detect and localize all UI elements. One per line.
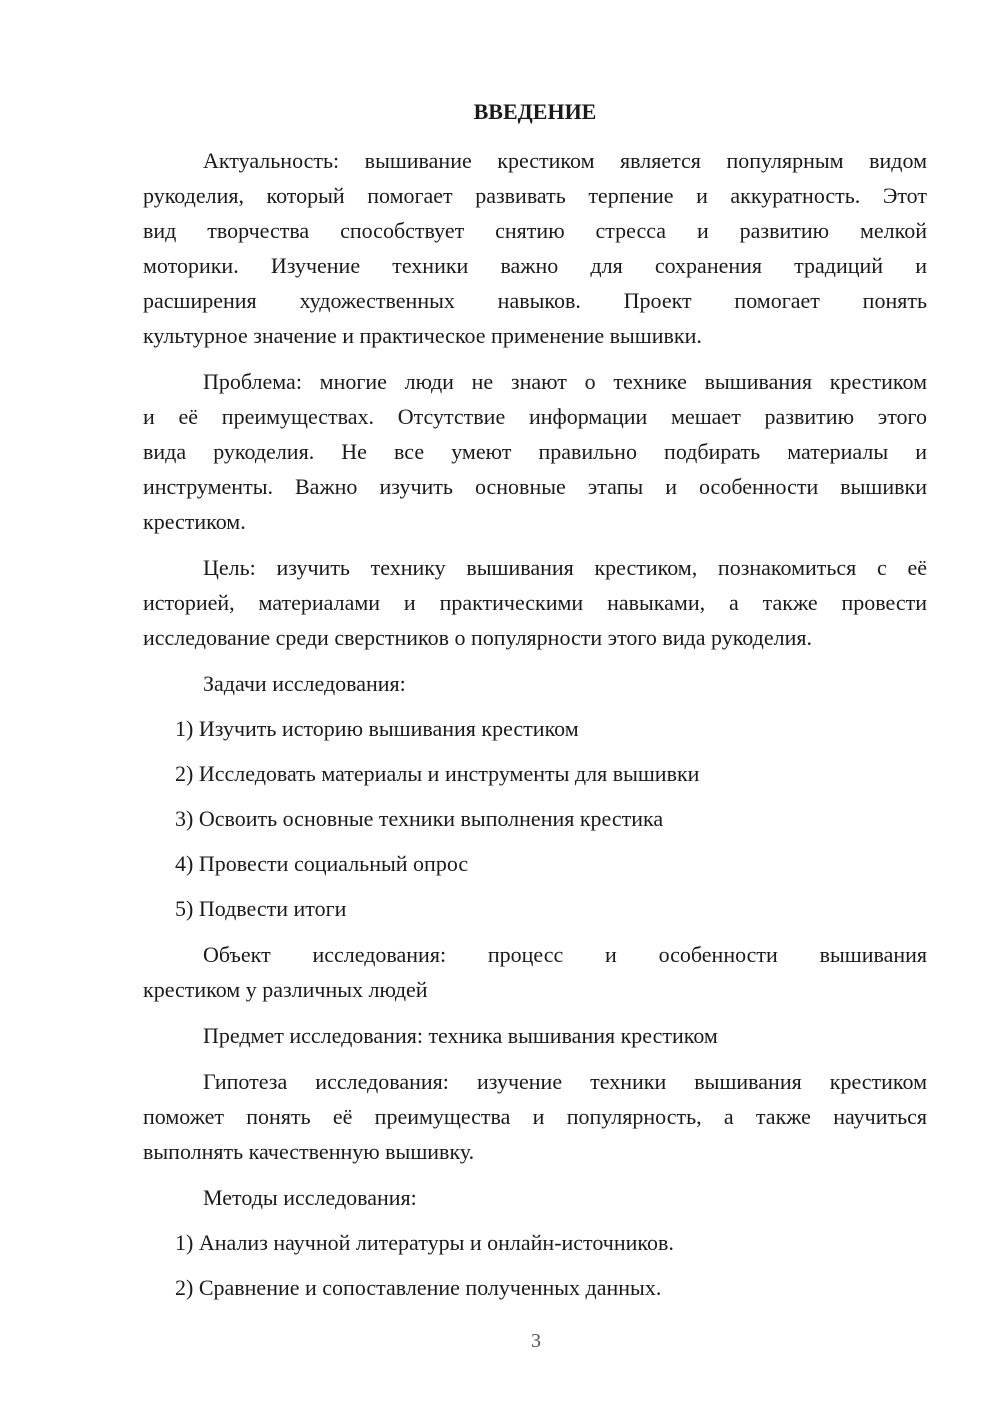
text-line: Предмет исследования: техника вышивания крестиком (203, 1023, 718, 1048)
text-line: расширения художественных навыков. Проект помогает понять (143, 288, 927, 313)
list-item: 1) Изучить историю вышивания крестиком (175, 716, 579, 741)
text-line: Гипотеза исследования: изучение техники вышивания крестиком (203, 1069, 927, 1094)
paragraph (143, 364, 927, 539)
text-line: Актуальность: вышивание крестиком является популярным видом (203, 148, 927, 173)
paragraph (143, 143, 927, 353)
document-page (143, 94, 927, 1305)
text-line: Методы исследования: (203, 1185, 417, 1210)
list-item: 3) Освоить основные техники выполнения крестика (175, 806, 664, 831)
text-line: поможет понять её преимущества и популярность, а также научиться (143, 1104, 927, 1129)
text-line: историей, материалами и практическими навыками, а также провести (143, 590, 927, 615)
methods-list (143, 1225, 927, 1305)
paragraph (143, 1018, 927, 1053)
paragraph (143, 666, 927, 701)
section-title: ВВЕДЕНИЕ (473, 99, 597, 124)
paragraph (143, 1180, 927, 1215)
paragraph (143, 1064, 927, 1169)
paragraph (143, 550, 927, 655)
text-line: Цель: изучить технику вышивания крестиком, познакомиться с её (203, 555, 927, 580)
list-item: 2) Сравнение и сопоставление полученных данных. (175, 1275, 662, 1300)
text-line: моторики. Изучение техники важно для сохранения традиций и (143, 253, 927, 278)
text-line: вида рукоделия. Не все умеют правильно подбирать материалы и (143, 439, 927, 464)
text-line: выполнять качественную вышивку. (143, 1139, 475, 1164)
text-line: Задачи исследования: (203, 671, 406, 696)
text-line: Объект исследования: процесс и особенности вышивания (203, 942, 927, 967)
list-item: 5) Подвести итоги (175, 896, 347, 921)
intro-paragraphs (143, 143, 927, 701)
text-line: рукоделия, который помогает развивать терпение и аккуратность. Этот (143, 183, 927, 208)
text-line: исследование среди сверстников о популярности этого вида рукоделия. (143, 625, 812, 650)
text-line: Проблема: многие люди не знают о технике вышивания крестиком (203, 369, 927, 394)
text-line: вид творчества способствует снятию стресса и развитию мелкой (143, 218, 927, 243)
list-item: 4) Провести социальный опрос (175, 851, 469, 876)
text-line: крестиком у различных людей (143, 977, 428, 1002)
paragraph (143, 937, 927, 1007)
task-list (143, 711, 927, 926)
page-number: 3 (531, 1330, 541, 1352)
text-line: крестиком. (143, 509, 246, 534)
research-paragraphs (143, 937, 927, 1215)
text-line: инструменты. Важно изучить основные этапы и особенности вышивки (143, 474, 927, 499)
list-item: 2) Исследовать материалы и инструменты для вышивки (175, 761, 700, 786)
text-line: культурное значение и практическое применение вышивки. (143, 323, 702, 348)
text-line: и её преимуществах. Отсутствие информации мешает развитию этого (143, 404, 927, 429)
list-item: 1) Анализ научной литературы и онлайн-источников. (175, 1230, 674, 1255)
